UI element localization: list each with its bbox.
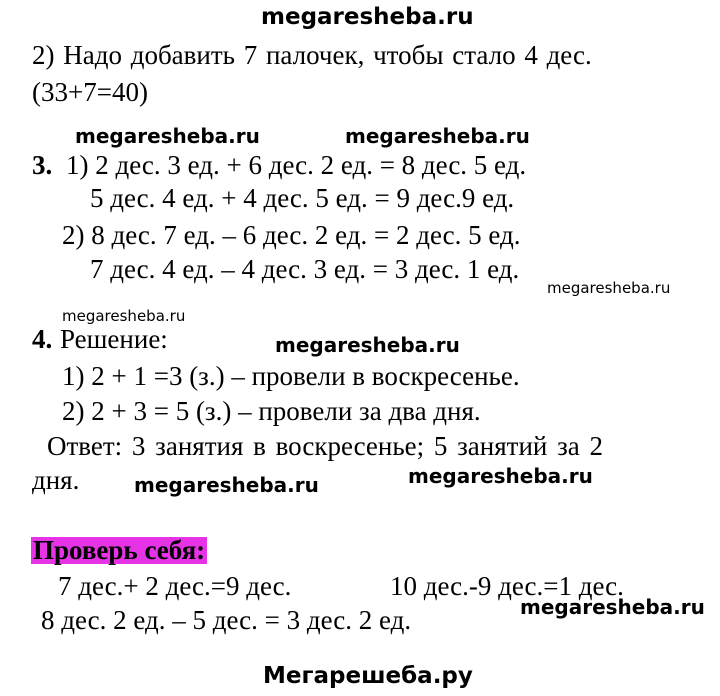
task4-step2: 2) 2 + 3 = 5 (з.) – провели за два дня. (62, 396, 481, 426)
watermark: megaresheba.ru (345, 124, 530, 148)
watermark: megaresheba.ru (75, 124, 260, 148)
task3-line4: 7 дес. 4 ед. – 4 дес. 3 ед. = 3 дес. 1 ед. (90, 254, 520, 284)
watermark: megaresheba.ru (275, 333, 460, 357)
task4-number: 4. (32, 324, 53, 354)
check-yourself-title: Проверь себя: (33, 535, 206, 565)
watermark: megaresheba.ru (520, 595, 705, 619)
watermark: megaresheba.ru (62, 307, 186, 325)
task4-answer-line1: Ответ: 3 занятия в воскресенье; 5 занятий за 2 (47, 431, 604, 461)
task4-heading: Решение: (60, 324, 168, 354)
watermark: megaresheba.ru (408, 464, 593, 488)
task2-line2: (33+7=40) (32, 77, 148, 107)
watermark: megaresheba.ru (547, 279, 671, 297)
task3-line1: 1) 2 дес. 3 ед. + 6 дес. 2 ед. = 8 дес. 5 ед. (66, 150, 527, 180)
watermark: megaresheba.ru (134, 473, 319, 497)
check-line2: 8 дес. 2 ед. – 5 дес. = 3 дес. 2 ед. (41, 605, 412, 635)
task4-step1: 1) 2 + 1 =3 (з.) – провели в воскресенье. (62, 361, 520, 391)
task3-number: 3. (32, 150, 53, 180)
watermark-footer: Мегарешеба.ру (263, 663, 473, 689)
task3-line2: 5 дес. 4 ед. + 4 дес. 5 ед. = 9 дес.9 ед. (90, 183, 515, 213)
task3-line3: 2) 8 дес. 7 ед. – 6 дес. 2 ед. = 2 дес. 5 ед. (62, 220, 521, 250)
watermark-top: megaresheba.ru (261, 4, 474, 30)
check-line1a: 7 дес.+ 2 дес.=9 дес. (58, 571, 292, 601)
check-line1b: 10 дес.-9 дес.=1 дес. (390, 571, 624, 601)
task4-answer-line2: дня. (32, 465, 80, 495)
task2-line1: 2) Надо добавить 7 палочек, чтобы стало 4 дес. (32, 40, 592, 70)
